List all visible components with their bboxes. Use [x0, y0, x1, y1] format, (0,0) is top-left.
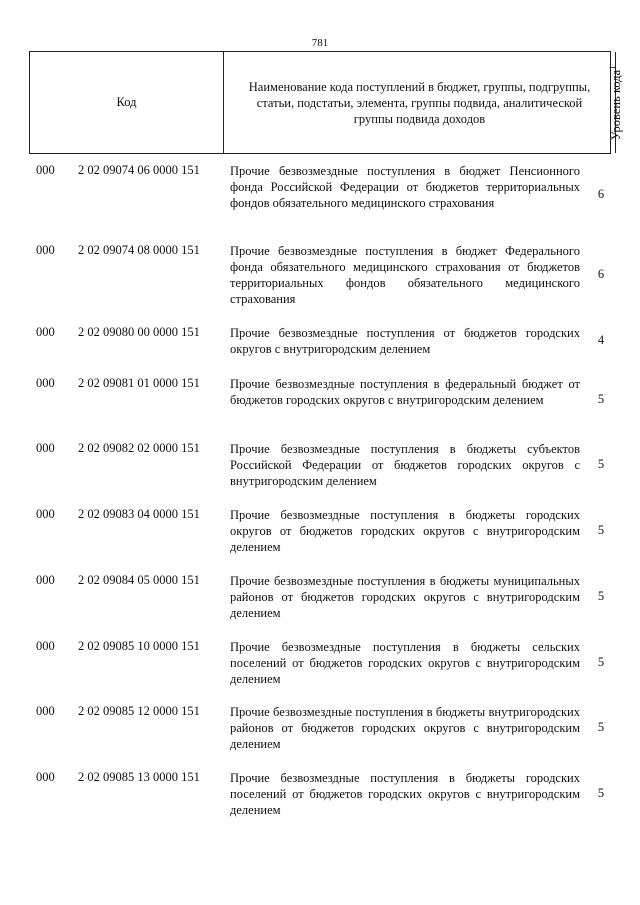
- row-description: Прочие безвозмездные поступления в федеральный бюджет от бюджетов городских округов с внутригородским делением: [230, 377, 580, 407]
- row-code: 2 02 09085 13 0000 151: [78, 770, 200, 784]
- row-level: 5: [597, 457, 605, 471]
- header-level-footnote: 1: [607, 65, 617, 70]
- row-description: Прочие безвозмездные поступления от бюджетов городских округов с внутригородским делением: [230, 326, 580, 356]
- row-code: 2 02 09082 02 0000 151: [78, 441, 200, 455]
- header-code-label: Код: [116, 95, 137, 109]
- row-code: 2 02 09074 08 0000 151: [78, 243, 200, 257]
- row-code: 2 02 09083 04 0000 151: [78, 507, 200, 521]
- row-level: 5: [597, 392, 605, 406]
- row-prefix: 000: [36, 507, 55, 521]
- row-description: Прочие безвозмездные поступления в бюджеты городских округов от бюджетов городских округов с внутригородским делением: [230, 508, 580, 554]
- row-description: Прочие безвозмездные поступления в бюджет Пенсионного фонда Российской Федерации от бюджетов территориальных фондов обязательного медицинского страхования: [230, 164, 580, 210]
- row-prefix: 000: [36, 770, 55, 784]
- row-code: 2 02 09085 12 0000 151: [78, 704, 200, 718]
- row-level: 6: [597, 267, 605, 281]
- row-prefix: 000: [36, 325, 55, 339]
- header-code-column: [30, 52, 224, 153]
- row-prefix: 000: [36, 573, 55, 587]
- row-level: 4: [597, 333, 605, 347]
- row-prefix: 000: [36, 704, 55, 718]
- row-code: 2 02 09074 06 0000 151: [78, 163, 200, 177]
- row-level: 5: [597, 655, 605, 669]
- row-code: 2 02 09081 01 0000 151: [78, 376, 200, 390]
- row-description: Прочие безвозмездные поступления в бюджеты субъектов Российской Федерации от бюджетов городских округов с внутригородским делением: [230, 442, 580, 488]
- row-description: Прочие безвозмездные поступления в бюджеты внутригородских районов от бюджетов городских округов с внутригородским делением: [230, 705, 580, 751]
- header-level-text: Уровень кода: [609, 69, 624, 140]
- header-name-column: [224, 52, 616, 153]
- row-level: 5: [597, 523, 605, 537]
- row-code: 2 02 09084 05 0000 151: [78, 573, 200, 587]
- table-header: [29, 51, 624, 154]
- page-number: 781: [311, 37, 329, 49]
- row-code: 2 02 09080 00 0000 151: [78, 325, 200, 339]
- row-level: 6: [597, 187, 605, 201]
- row-description: Прочие безвозмездные поступления в бюджеты городских поселений от бюджетов городских округов с внутригородским делением: [230, 771, 580, 817]
- row-code: 2 02 09085 10 0000 151: [78, 639, 200, 653]
- row-level: 5: [597, 589, 605, 603]
- row-description: Прочие безвозмездные поступления в бюджеты муниципальных районов от бюджетов городских округов с внутригородским делением: [230, 574, 580, 620]
- row-level: 5: [597, 786, 605, 800]
- row-prefix: 000: [36, 243, 55, 257]
- row-prefix: 000: [36, 441, 55, 455]
- header-name-label: Наименование кода поступлений в бюджет, группы, подгруппы, статьи, подстатьи, элемента, группы подвида, аналитической группы подвида доходов: [248, 79, 591, 126]
- header-level-label: [608, 65, 624, 139]
- row-description: Прочие безвозмездные поступления в бюджет Федерального фонда обязательного медицинского страхования от бюджетов территориальных фондов обязательного медицинского страхования: [230, 244, 580, 306]
- row-prefix: 000: [36, 639, 55, 653]
- row-prefix: 000: [36, 376, 55, 390]
- row-level: 5: [597, 720, 605, 734]
- row-description: Прочие безвозмездные поступления в бюджеты сельских поселений от бюджетов городских округов с внутригородским делением: [230, 640, 580, 686]
- row-prefix: 000: [36, 163, 55, 177]
